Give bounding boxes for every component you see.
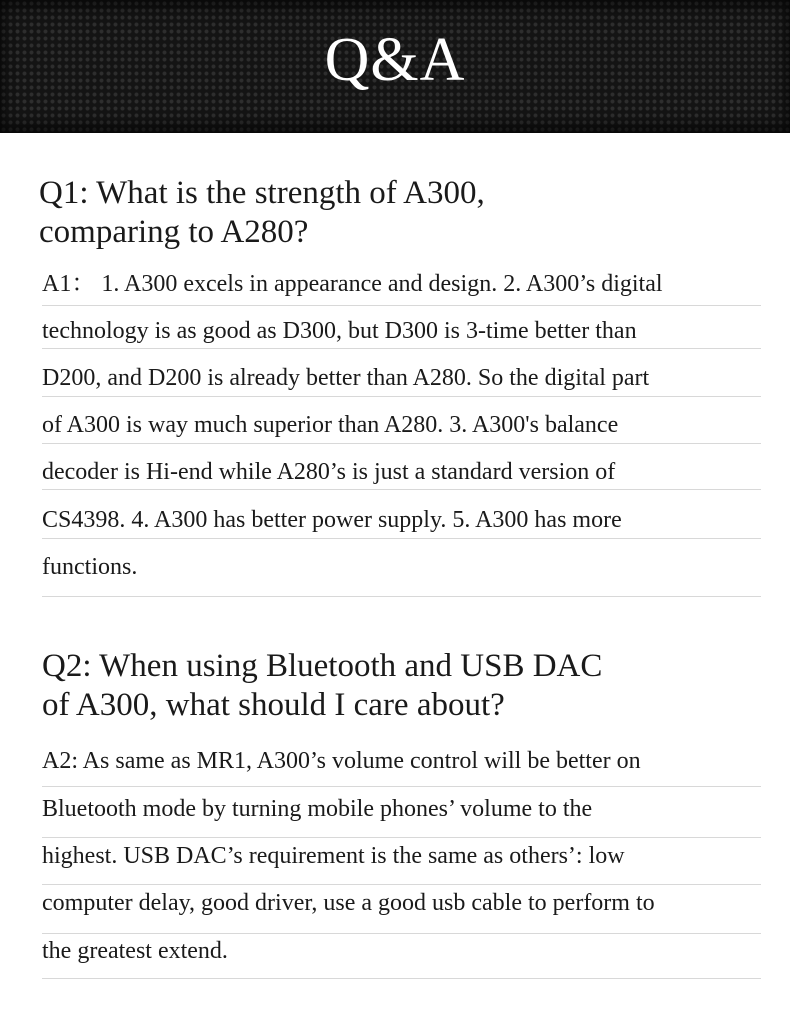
answer-1-line-7: functions.: [42, 554, 138, 580]
answer-1-line-2: technology is as good as D300, but D300 is 3-time better than: [42, 318, 637, 344]
divider: [42, 396, 761, 397]
divider: [42, 933, 761, 934]
answer-2-line-1: A2: As same as MR1, A300’s volume control will be better on: [42, 748, 641, 774]
divider: [42, 305, 761, 306]
answer-1-line-5: decoder is Hi-end while A280’s is just a standard version of: [42, 459, 616, 485]
divider: [42, 884, 761, 885]
divider: [42, 489, 761, 490]
answer-1-line-1: A1： 1. A300 excels in appearance and design. 2. A300’s digital: [42, 271, 663, 297]
question-1: [39, 174, 485, 252]
divider: [42, 596, 761, 597]
page-title: Q&A: [324, 26, 466, 94]
divider: [42, 837, 761, 838]
divider: [42, 348, 761, 349]
question-1-line-2: comparing to A280?: [39, 214, 309, 250]
divider: [42, 443, 761, 444]
answer-2-line-3: highest. USB DAC’s requirement is the same as others’: low: [42, 843, 625, 869]
question-2-line-1: Q2: When using Bluetooth and USB DAC: [42, 648, 603, 684]
divider: [42, 786, 761, 787]
divider: [42, 978, 761, 979]
answer-1-line-6: CS4398. 4. A300 has better power supply. 5. A300 has more: [42, 507, 622, 533]
answer-1-line-3: D200, and D200 is already better than A280. So the digital part: [42, 365, 650, 391]
question-2: [42, 647, 602, 725]
answer-1-line-4: of A300 is way much superior than A280. 3. A300's balance: [42, 412, 619, 438]
answer-2-line-2: Bluetooth mode by turning mobile phones’ volume to the: [42, 796, 593, 822]
question-2-line-2: of A300, what should I care about?: [42, 687, 505, 723]
question-1-line-1: Q1: What is the strength of A300,: [39, 175, 485, 211]
answer-2-line-5: the greatest extend.: [42, 938, 228, 964]
answer-2-line-4: computer delay, good driver, use a good usb cable to perform to: [42, 890, 655, 916]
divider: [42, 538, 761, 539]
header-banner: [0, 0, 790, 133]
